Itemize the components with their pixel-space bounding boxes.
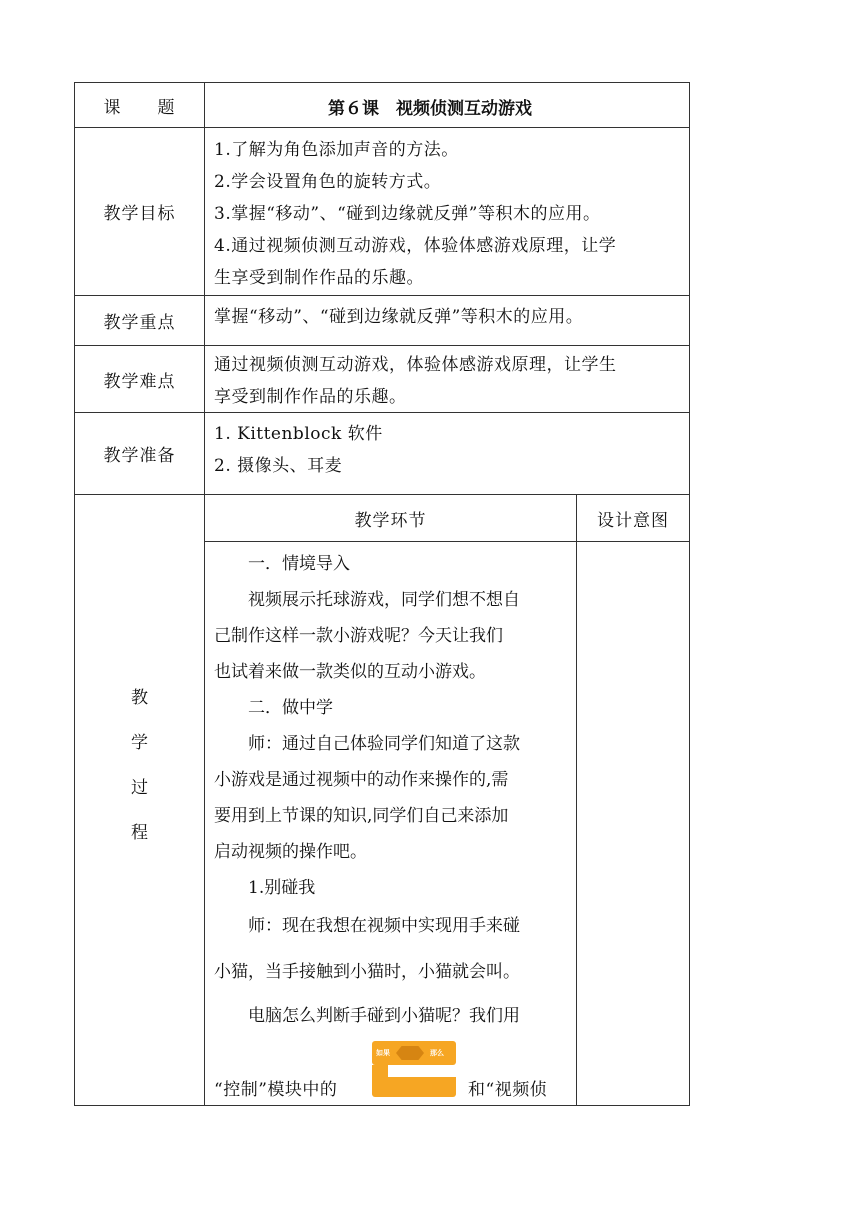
difficulties-label: 教学难点	[103, 371, 176, 392]
preparation-item: 1. Kittenblock 软件	[214, 424, 383, 444]
process-line: 己制作这样一款小游戏呢？今天让我们	[214, 626, 503, 646]
condition-slot	[396, 1046, 424, 1060]
process-line: 视频展示托球游戏，同学们想不想自	[248, 590, 520, 610]
process-line: 师：现在我想在视频中实现用手来碰	[248, 916, 520, 936]
process-label	[75, 676, 204, 856]
block-then-label: 那么	[430, 1049, 444, 1057]
process-line: 也试着来做一款类似的互动小游戏。	[214, 662, 486, 682]
process-line-last-left: “控制”模块中的	[214, 1080, 338, 1100]
design-header: 设计意图	[597, 510, 669, 531]
difficulties-text: 通过视频侦测互动游戏，体验体感游戏原理，让学生	[214, 355, 617, 375]
process-line: 小游戏是通过视频中的动作来操作的,需	[214, 770, 509, 790]
lesson-title: 第６课 视频侦测互动游戏	[328, 99, 532, 119]
process-line: 小猫，当手接触到小猫时，小猫就会叫。	[214, 962, 520, 982]
difficulties-text: 享受到制作作品的乐趣。	[214, 387, 407, 407]
process-content	[214, 546, 568, 1034]
process-line: 二．做中学	[248, 698, 333, 718]
header-divider	[204, 541, 690, 542]
process-line: 师：通过自己体验同学们知道了这款	[248, 734, 520, 754]
block-footer	[372, 1077, 456, 1097]
process-label-char: 教	[131, 688, 148, 708]
process-label-char: 学	[131, 733, 148, 753]
table-border-right	[689, 82, 690, 1106]
column-divider	[576, 494, 577, 1106]
process-line: 启动视频的操作吧。	[214, 842, 367, 862]
block-if-label: 如果	[376, 1049, 390, 1057]
objective-item: 生享受到制作作品的乐趣。	[214, 268, 424, 288]
process-line-last-right: 和“视频侦	[468, 1080, 548, 1100]
process-label-char: 过	[131, 778, 148, 798]
process-label-char: 程	[131, 823, 148, 843]
key-points-text: 掌握“移动”、“碰到边缘就反弹”等积木的应用。	[214, 307, 584, 327]
objective-item: 3.掌握“移动”、“碰到边缘就反弹”等积木的应用。	[214, 204, 601, 224]
objectives-label: 教学目标	[103, 204, 176, 224]
objective-item: 4.通过视频侦测互动游戏，体验体感游戏原理，让学	[214, 236, 617, 256]
process-line: 要用到上节课的知识,同学们自己来添加	[214, 806, 509, 826]
objective-item: 2.学会设置角色的旋转方式。	[214, 172, 442, 192]
column-divider	[204, 82, 205, 1106]
block-header	[372, 1041, 456, 1065]
preparation-label: 教学准备	[103, 446, 176, 466]
objective-item: 1.了解为角色添加声音的方法。	[214, 140, 459, 160]
key-points-label: 教学重点	[103, 313, 176, 333]
table-border-bottom	[74, 1105, 690, 1106]
process-header: 教学环节	[354, 510, 427, 531]
process-line: 一．情境导入	[248, 554, 350, 574]
process-line: 1.别碰我	[248, 878, 316, 898]
if-then-block-image	[372, 1041, 458, 1101]
topic-label: 课 题	[103, 97, 176, 118]
preparation-item: 2. 摄像头、耳麦	[214, 456, 343, 476]
process-line: 电脑怎么判断手碰到小猫呢？我们用	[248, 1006, 520, 1026]
